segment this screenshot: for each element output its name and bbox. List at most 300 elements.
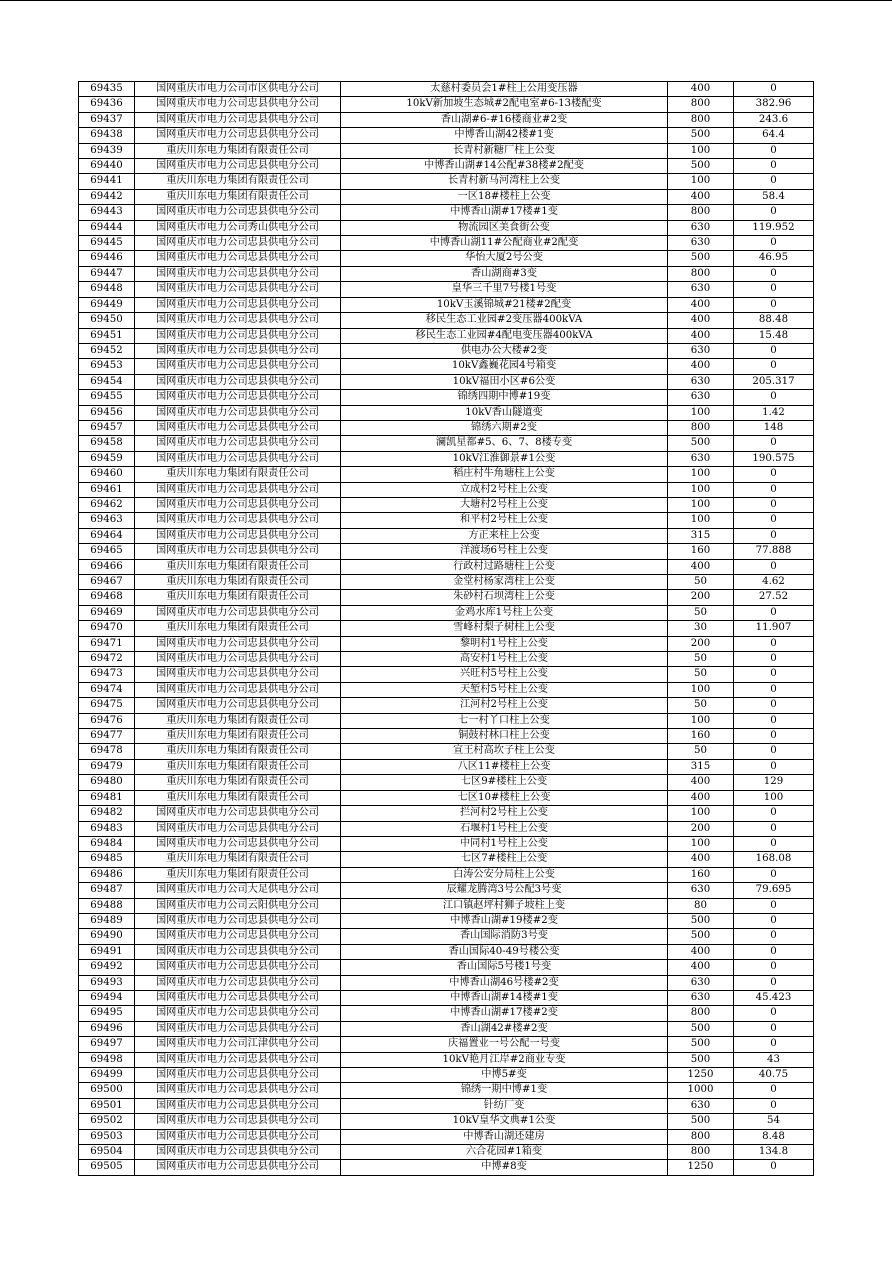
table-row bbox=[79, 1006, 814, 1021]
value-cell: 0 bbox=[734, 806, 814, 821]
id-cell: 69451 bbox=[79, 328, 135, 343]
table-row bbox=[79, 82, 814, 97]
transformer-name-cell: 澜凯星都#5、6、7、8楼专变 bbox=[341, 436, 668, 451]
id-cell: 69493 bbox=[79, 975, 135, 990]
value-cell: 0 bbox=[734, 698, 814, 713]
table-row bbox=[79, 682, 814, 697]
value-cell: 0 bbox=[734, 821, 814, 836]
company-cell: 国网重庆市电力公司忠县供电分公司 bbox=[135, 528, 341, 543]
transformer-name-cell: 辰耀龙腾湾3号公配3号变 bbox=[341, 883, 668, 898]
transformer-name-cell: 中博5#变 bbox=[341, 1068, 668, 1083]
transformer-name-cell: 大塘村2号柱上公变 bbox=[341, 497, 668, 512]
capacity-cell: 100 bbox=[668, 482, 734, 497]
capacity-cell: 400 bbox=[668, 852, 734, 867]
capacity-cell: 400 bbox=[668, 790, 734, 805]
id-cell: 69496 bbox=[79, 1021, 135, 1036]
transformer-name-cell: 中博香山湖#19楼#2变 bbox=[341, 913, 668, 928]
company-cell: 国网重庆市电力公司忠县供电分公司 bbox=[135, 313, 341, 328]
capacity-cell: 1000 bbox=[668, 1083, 734, 1098]
table-row bbox=[79, 1068, 814, 1083]
company-cell: 重庆川东电力集团有限责任公司 bbox=[135, 590, 341, 605]
company-cell: 重庆川东电力集团有限责任公司 bbox=[135, 143, 341, 158]
company-cell: 重庆川东电力集团有限责任公司 bbox=[135, 467, 341, 482]
table-row bbox=[79, 482, 814, 497]
capacity-cell: 200 bbox=[668, 590, 734, 605]
table-row bbox=[79, 759, 814, 774]
value-cell: 45.423 bbox=[734, 990, 814, 1005]
transformer-name-cell: 庆福置业一号公配一号变 bbox=[341, 1037, 668, 1052]
table-row bbox=[79, 898, 814, 913]
transformer-name-cell: 天堑村5号柱上公变 bbox=[341, 682, 668, 697]
transformer-name-cell: 锦绣六期#2变 bbox=[341, 420, 668, 435]
company-cell: 国网重庆市电力公司忠县供电分公司 bbox=[135, 1160, 341, 1175]
transformer-name-cell: 江河村2号柱上公变 bbox=[341, 698, 668, 713]
capacity-cell: 400 bbox=[668, 559, 734, 574]
id-cell: 69442 bbox=[79, 189, 135, 204]
table-row bbox=[79, 236, 814, 251]
id-cell: 69466 bbox=[79, 559, 135, 574]
company-cell: 重庆川东电力集团有限责任公司 bbox=[135, 174, 341, 189]
value-cell: 0 bbox=[734, 1021, 814, 1036]
capacity-cell: 1250 bbox=[668, 1068, 734, 1083]
transformer-name-cell: 朱砂村石坝湾柱上公变 bbox=[341, 590, 668, 605]
value-cell: 100 bbox=[734, 790, 814, 805]
table-row bbox=[79, 544, 814, 559]
value-cell: 0 bbox=[734, 297, 814, 312]
table-row bbox=[79, 913, 814, 928]
transformer-name-cell: 八区11#楼柱上公变 bbox=[341, 759, 668, 774]
company-cell: 重庆川东电力集团有限责任公司 bbox=[135, 744, 341, 759]
transformer-name-cell: 锦绣一期中博#1变 bbox=[341, 1083, 668, 1098]
capacity-cell: 630 bbox=[668, 990, 734, 1005]
company-cell: 国网重庆市电力公司忠县供电分公司 bbox=[135, 282, 341, 297]
capacity-cell: 630 bbox=[668, 451, 734, 466]
company-cell: 重庆川东电力集团有限责任公司 bbox=[135, 189, 341, 204]
id-cell: 69458 bbox=[79, 436, 135, 451]
company-cell: 国网重庆市电力公司忠县供电分公司 bbox=[135, 1068, 341, 1083]
company-cell: 国网重庆市电力公司忠县供电分公司 bbox=[135, 451, 341, 466]
table-row bbox=[79, 359, 814, 374]
table-row bbox=[79, 790, 814, 805]
company-cell: 国网重庆市电力公司忠县供电分公司 bbox=[135, 960, 341, 975]
id-cell: 69445 bbox=[79, 236, 135, 251]
table-row bbox=[79, 867, 814, 882]
transformer-name-cell: 香山国际消防3号变 bbox=[341, 929, 668, 944]
transformer-name-cell: 行政村过路塘柱上公变 bbox=[341, 559, 668, 574]
id-cell: 69479 bbox=[79, 759, 135, 774]
id-cell: 69494 bbox=[79, 990, 135, 1005]
value-cell: 0 bbox=[734, 174, 814, 189]
id-cell: 69488 bbox=[79, 898, 135, 913]
table-row bbox=[79, 174, 814, 189]
company-cell: 国网重庆市电力公司忠县供电分公司 bbox=[135, 667, 341, 682]
id-cell: 69484 bbox=[79, 836, 135, 851]
company-cell: 重庆川东电力集团有限责任公司 bbox=[135, 759, 341, 774]
company-cell: 国网重庆市电力公司忠县供电分公司 bbox=[135, 205, 341, 220]
capacity-cell: 500 bbox=[668, 1037, 734, 1052]
table-row bbox=[79, 374, 814, 389]
company-cell: 国网重庆市电力公司忠县供电分公司 bbox=[135, 975, 341, 990]
capacity-cell: 160 bbox=[668, 544, 734, 559]
company-cell: 国网重庆市电力公司忠县供电分公司 bbox=[135, 944, 341, 959]
id-cell: 69472 bbox=[79, 652, 135, 667]
id-cell: 69480 bbox=[79, 775, 135, 790]
company-cell: 国网重庆市电力公司忠县供电分公司 bbox=[135, 236, 341, 251]
capacity-cell: 200 bbox=[668, 636, 734, 651]
value-cell: 0 bbox=[734, 960, 814, 975]
company-cell: 国网重庆市电力公司忠县供电分公司 bbox=[135, 698, 341, 713]
id-cell: 69503 bbox=[79, 1129, 135, 1144]
company-cell: 重庆川东电力集团有限责任公司 bbox=[135, 852, 341, 867]
id-cell: 69502 bbox=[79, 1114, 135, 1129]
value-cell: 0 bbox=[734, 836, 814, 851]
value-cell: 4.62 bbox=[734, 575, 814, 590]
table-row bbox=[79, 528, 814, 543]
transformer-name-cell: 七区10#楼柱上公变 bbox=[341, 790, 668, 805]
capacity-cell: 100 bbox=[668, 405, 734, 420]
id-cell: 69500 bbox=[79, 1083, 135, 1098]
value-cell: 46.95 bbox=[734, 251, 814, 266]
transformer-name-cell: 七一村丫口柱上公变 bbox=[341, 713, 668, 728]
capacity-cell: 500 bbox=[668, 929, 734, 944]
capacity-cell: 800 bbox=[668, 112, 734, 127]
transformer-name-cell: 香山湖商#3变 bbox=[341, 266, 668, 281]
company-cell: 重庆川东电力集团有限责任公司 bbox=[135, 621, 341, 636]
table-row bbox=[79, 1021, 814, 1036]
capacity-cell: 630 bbox=[668, 883, 734, 898]
transformer-name-cell: 中博香山湖#17楼#2变 bbox=[341, 1006, 668, 1021]
id-cell: 69438 bbox=[79, 128, 135, 143]
transformer-name-cell: 高安村1号柱上公变 bbox=[341, 652, 668, 667]
id-cell: 69459 bbox=[79, 451, 135, 466]
capacity-cell: 800 bbox=[668, 266, 734, 281]
id-cell: 69443 bbox=[79, 205, 135, 220]
value-cell: 0 bbox=[734, 759, 814, 774]
value-cell: 40.75 bbox=[734, 1068, 814, 1083]
value-cell: 11.907 bbox=[734, 621, 814, 636]
id-cell: 69490 bbox=[79, 929, 135, 944]
id-cell: 69489 bbox=[79, 913, 135, 928]
value-cell: 129 bbox=[734, 775, 814, 790]
transformer-name-cell: 石堰村1号柱上公变 bbox=[341, 821, 668, 836]
company-cell: 国网重庆市电力公司忠县供电分公司 bbox=[135, 390, 341, 405]
value-cell: 190.575 bbox=[734, 451, 814, 466]
capacity-cell: 100 bbox=[668, 143, 734, 158]
value-cell: 0 bbox=[734, 975, 814, 990]
value-cell: 205.317 bbox=[734, 374, 814, 389]
transformer-name-cell: 雪峰村梨子树柱上公变 bbox=[341, 621, 668, 636]
capacity-cell: 630 bbox=[668, 374, 734, 389]
value-cell: 0 bbox=[734, 513, 814, 528]
id-cell: 69476 bbox=[79, 713, 135, 728]
transformer-name-cell: 物流园区美食街公变 bbox=[341, 220, 668, 235]
company-cell: 国网重庆市电力公司忠县供电分公司 bbox=[135, 420, 341, 435]
page-top-rule bbox=[0, 0, 892, 1]
capacity-cell: 200 bbox=[668, 821, 734, 836]
capacity-cell: 400 bbox=[668, 82, 734, 97]
value-cell: 27.52 bbox=[734, 590, 814, 605]
transformer-name-cell: 中博#8变 bbox=[341, 1160, 668, 1175]
company-cell: 国网重庆市电力公司忠县供电分公司 bbox=[135, 405, 341, 420]
value-cell: 382.96 bbox=[734, 97, 814, 112]
table-row bbox=[79, 343, 814, 358]
capacity-cell: 500 bbox=[668, 913, 734, 928]
value-cell: 0 bbox=[734, 205, 814, 220]
transformer-name-cell: 10kV福田小区#6公变 bbox=[341, 374, 668, 389]
capacity-cell: 500 bbox=[668, 251, 734, 266]
capacity-cell: 100 bbox=[668, 174, 734, 189]
id-cell: 69452 bbox=[79, 343, 135, 358]
company-cell: 重庆川东电力集团有限责任公司 bbox=[135, 729, 341, 744]
value-cell: 0 bbox=[734, 913, 814, 928]
capacity-cell: 100 bbox=[668, 497, 734, 512]
capacity-cell: 400 bbox=[668, 359, 734, 374]
company-cell: 国网重庆市电力公司忠县供电分公司 bbox=[135, 821, 341, 836]
id-cell: 69469 bbox=[79, 605, 135, 620]
capacity-cell: 800 bbox=[668, 205, 734, 220]
transformer-name-cell: 一区18#楼柱上公变 bbox=[341, 189, 668, 204]
table-row bbox=[79, 112, 814, 127]
value-cell: 15.48 bbox=[734, 328, 814, 343]
table-row bbox=[79, 806, 814, 821]
value-cell: 0 bbox=[734, 898, 814, 913]
table-row bbox=[79, 652, 814, 667]
value-cell: 0 bbox=[734, 744, 814, 759]
id-cell: 69474 bbox=[79, 682, 135, 697]
table-row bbox=[79, 497, 814, 512]
id-cell: 69457 bbox=[79, 420, 135, 435]
company-cell: 国网重庆市电力公司忠县供电分公司 bbox=[135, 836, 341, 851]
transformer-name-cell: 七区7#楼柱上公变 bbox=[341, 852, 668, 867]
value-cell: 134.8 bbox=[734, 1145, 814, 1160]
value-cell: 77.888 bbox=[734, 544, 814, 559]
value-cell: 8.48 bbox=[734, 1129, 814, 1144]
company-cell: 国网重庆市电力公司忠县供电分公司 bbox=[135, 990, 341, 1005]
capacity-cell: 50 bbox=[668, 667, 734, 682]
transformer-name-cell: 皇华三千里7号楼1号变 bbox=[341, 282, 668, 297]
id-cell: 69501 bbox=[79, 1098, 135, 1113]
id-cell: 69450 bbox=[79, 313, 135, 328]
value-cell: 0 bbox=[734, 436, 814, 451]
id-cell: 69436 bbox=[79, 97, 135, 112]
transformer-name-cell: 移民生态工业园#4配电变压器400kVA bbox=[341, 328, 668, 343]
id-cell: 69453 bbox=[79, 359, 135, 374]
company-cell: 国网重庆市电力公司忠县供电分公司 bbox=[135, 1052, 341, 1067]
table-row bbox=[79, 729, 814, 744]
value-cell: 0 bbox=[734, 667, 814, 682]
capacity-cell: 400 bbox=[668, 960, 734, 975]
company-cell: 国网重庆市电力公司大足供电分公司 bbox=[135, 883, 341, 898]
id-cell: 69497 bbox=[79, 1037, 135, 1052]
transformer-name-cell: 六合花园#1箱变 bbox=[341, 1145, 668, 1160]
capacity-cell: 160 bbox=[668, 729, 734, 744]
value-cell: 0 bbox=[734, 528, 814, 543]
company-cell: 国网重庆市电力公司忠县供电分公司 bbox=[135, 359, 341, 374]
company-cell: 国网重庆市电力公司忠县供电分公司 bbox=[135, 97, 341, 112]
table-row bbox=[79, 636, 814, 651]
transformer-name-cell: 铜鼓村林口柱上公变 bbox=[341, 729, 668, 744]
company-cell: 重庆川东电力集团有限责任公司 bbox=[135, 559, 341, 574]
table-row bbox=[79, 975, 814, 990]
company-cell: 国网重庆市电力公司忠县供电分公司 bbox=[135, 513, 341, 528]
company-cell: 国网重庆市电力公司市区供电分公司 bbox=[135, 82, 341, 97]
id-cell: 69463 bbox=[79, 513, 135, 528]
capacity-cell: 1250 bbox=[668, 1160, 734, 1175]
table-row bbox=[79, 590, 814, 605]
id-cell: 69447 bbox=[79, 266, 135, 281]
company-cell: 国网重庆市电力公司忠县供电分公司 bbox=[135, 1021, 341, 1036]
company-cell: 国网重庆市电力公司忠县供电分公司 bbox=[135, 1098, 341, 1113]
id-cell: 69441 bbox=[79, 174, 135, 189]
value-cell: 0 bbox=[734, 559, 814, 574]
company-cell: 国网重庆市电力公司忠县供电分公司 bbox=[135, 1129, 341, 1144]
id-cell: 69486 bbox=[79, 867, 135, 882]
company-cell: 重庆川东电力集团有限责任公司 bbox=[135, 790, 341, 805]
capacity-cell: 630 bbox=[668, 236, 734, 251]
transformer-name-cell: 中博香山湖46号楼#2变 bbox=[341, 975, 668, 990]
capacity-cell: 630 bbox=[668, 343, 734, 358]
transformer-name-cell: 中博香山湖#14公配#38楼#2配变 bbox=[341, 159, 668, 174]
table-row bbox=[79, 713, 814, 728]
table-row bbox=[79, 1160, 814, 1175]
table-body bbox=[79, 82, 814, 1176]
table-row bbox=[79, 883, 814, 898]
company-cell: 国网重庆市电力公司忠县供电分公司 bbox=[135, 636, 341, 651]
company-cell: 国网重庆市电力公司忠县供电分公司 bbox=[135, 605, 341, 620]
transformer-name-cell: 针纺厂变 bbox=[341, 1098, 668, 1113]
id-cell: 69492 bbox=[79, 960, 135, 975]
table-row bbox=[79, 744, 814, 759]
table-row bbox=[79, 667, 814, 682]
transformer-name-cell: 兴旺村5号柱上公变 bbox=[341, 667, 668, 682]
id-cell: 69487 bbox=[79, 883, 135, 898]
company-cell: 重庆川东电力集团有限责任公司 bbox=[135, 713, 341, 728]
value-cell: 43 bbox=[734, 1052, 814, 1067]
transformer-name-cell: 中同村1号柱上公变 bbox=[341, 836, 668, 851]
company-cell: 国网重庆市电力公司忠县供电分公司 bbox=[135, 682, 341, 697]
table-row bbox=[79, 559, 814, 574]
value-cell: 0 bbox=[734, 143, 814, 158]
capacity-cell: 630 bbox=[668, 282, 734, 297]
value-cell: 0 bbox=[734, 944, 814, 959]
id-cell: 69448 bbox=[79, 282, 135, 297]
company-cell: 国网重庆市电力公司忠县供电分公司 bbox=[135, 436, 341, 451]
table-row bbox=[79, 621, 814, 636]
transformer-name-cell: 稻庄村牛角塘柱上公变 bbox=[341, 467, 668, 482]
table-row bbox=[79, 128, 814, 143]
value-cell: 79.695 bbox=[734, 883, 814, 898]
value-cell: 0 bbox=[734, 729, 814, 744]
table-row bbox=[79, 990, 814, 1005]
company-cell: 国网重庆市电力公司忠县供电分公司 bbox=[135, 1006, 341, 1021]
table-row bbox=[79, 575, 814, 590]
value-cell: 0 bbox=[734, 359, 814, 374]
capacity-cell: 400 bbox=[668, 297, 734, 312]
value-cell: 148 bbox=[734, 420, 814, 435]
table-row bbox=[79, 220, 814, 235]
table-row bbox=[79, 467, 814, 482]
id-cell: 69465 bbox=[79, 544, 135, 559]
table-row bbox=[79, 960, 814, 975]
capacity-cell: 315 bbox=[668, 528, 734, 543]
capacity-cell: 630 bbox=[668, 975, 734, 990]
transformer-name-cell: 锦绣四期中博#19变 bbox=[341, 390, 668, 405]
value-cell: 0 bbox=[734, 652, 814, 667]
id-cell: 69435 bbox=[79, 82, 135, 97]
company-cell: 重庆川东电力集团有限责任公司 bbox=[135, 575, 341, 590]
table-row bbox=[79, 775, 814, 790]
company-cell: 国网重庆市电力公司忠县供电分公司 bbox=[135, 482, 341, 497]
capacity-cell: 400 bbox=[668, 328, 734, 343]
company-cell: 国网重庆市电力公司忠县供电分公司 bbox=[135, 1114, 341, 1129]
id-cell: 69455 bbox=[79, 390, 135, 405]
transformer-name-cell: 香山湖#6-#16楼商业#2变 bbox=[341, 112, 668, 127]
company-cell: 国网重庆市电力公司忠县供电分公司 bbox=[135, 1083, 341, 1098]
value-cell: 1.42 bbox=[734, 405, 814, 420]
capacity-cell: 630 bbox=[668, 1098, 734, 1113]
id-cell: 69462 bbox=[79, 497, 135, 512]
value-cell: 0 bbox=[734, 482, 814, 497]
value-cell: 0 bbox=[734, 266, 814, 281]
id-cell: 69485 bbox=[79, 852, 135, 867]
table-row bbox=[79, 1098, 814, 1113]
transformer-name-cell: 方正来柱上公变 bbox=[341, 528, 668, 543]
transformer-name-cell: 香山国际40-49号楼公变 bbox=[341, 944, 668, 959]
id-cell: 69449 bbox=[79, 297, 135, 312]
id-cell: 69439 bbox=[79, 143, 135, 158]
company-cell: 国网重庆市电力公司忠县供电分公司 bbox=[135, 112, 341, 127]
value-cell: 0 bbox=[734, 636, 814, 651]
table-row bbox=[79, 328, 814, 343]
table-row bbox=[79, 251, 814, 266]
capacity-cell: 500 bbox=[668, 159, 734, 174]
value-cell: 119.952 bbox=[734, 220, 814, 235]
transformer-name-cell: 宣王村高坎子柱上公变 bbox=[341, 744, 668, 759]
capacity-cell: 100 bbox=[668, 836, 734, 851]
transformer-name-cell: 七区9#楼柱上公变 bbox=[341, 775, 668, 790]
company-cell: 国网重庆市电力公司忠县供电分公司 bbox=[135, 1145, 341, 1160]
company-cell: 国网重庆市电力公司忠县供电分公司 bbox=[135, 652, 341, 667]
capacity-cell: 100 bbox=[668, 467, 734, 482]
table-row bbox=[79, 944, 814, 959]
transformer-name-cell: 10kV新加坡生态城#2配电室#6-13楼配变 bbox=[341, 97, 668, 112]
transformer-name-cell: 拦河村2号柱上公变 bbox=[341, 806, 668, 821]
id-cell: 69454 bbox=[79, 374, 135, 389]
capacity-cell: 800 bbox=[668, 1129, 734, 1144]
table-row bbox=[79, 313, 814, 328]
value-cell: 0 bbox=[734, 867, 814, 882]
id-cell: 69482 bbox=[79, 806, 135, 821]
table-row bbox=[79, 852, 814, 867]
company-cell: 国网重庆市电力公司忠县供电分公司 bbox=[135, 159, 341, 174]
table-row bbox=[79, 205, 814, 220]
value-cell: 0 bbox=[734, 467, 814, 482]
capacity-cell: 400 bbox=[668, 189, 734, 204]
value-cell: 0 bbox=[734, 1006, 814, 1021]
id-cell: 69498 bbox=[79, 1052, 135, 1067]
table-row bbox=[79, 97, 814, 112]
transformer-name-cell: 中博香山湖11#公配商业#2配变 bbox=[341, 236, 668, 251]
table-row bbox=[79, 405, 814, 420]
id-cell: 69491 bbox=[79, 944, 135, 959]
company-cell: 国网重庆市电力公司忠县供电分公司 bbox=[135, 297, 341, 312]
value-cell: 0 bbox=[734, 390, 814, 405]
value-cell: 0 bbox=[734, 497, 814, 512]
value-cell: 0 bbox=[734, 682, 814, 697]
capacity-cell: 100 bbox=[668, 713, 734, 728]
transformer-name-cell: 和平村2号柱上公变 bbox=[341, 513, 668, 528]
capacity-cell: 100 bbox=[668, 806, 734, 821]
